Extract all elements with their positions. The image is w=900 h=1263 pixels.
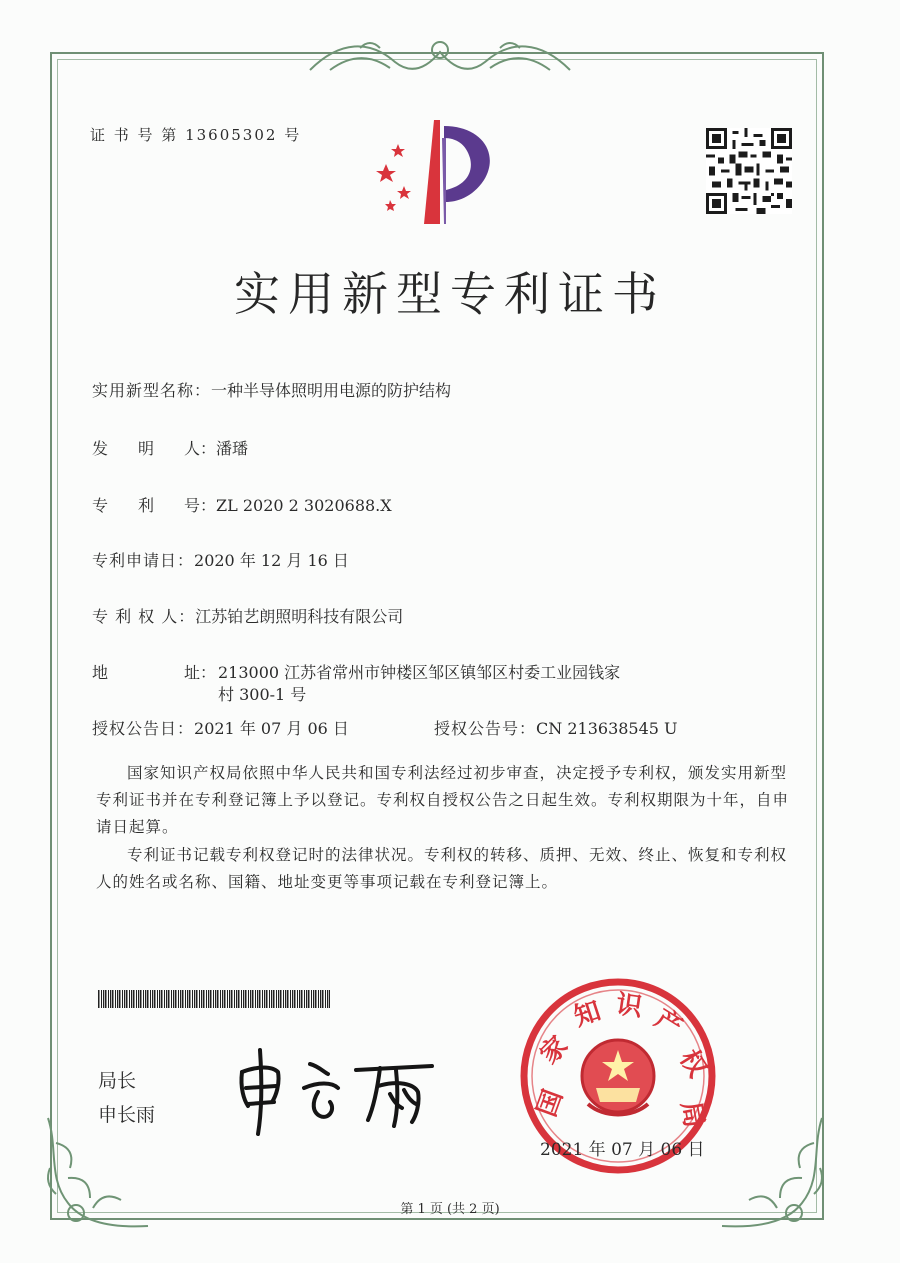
field-grant-number (434, 716, 678, 739)
field-label: 专利申请日： (92, 551, 195, 570)
ornament-icon (38, 1108, 158, 1238)
svg-text:产: 产 (649, 1003, 688, 1043)
certificate-title: 实用新型专利证书 (234, 267, 666, 321)
field-filing-date (92, 548, 349, 571)
field-label: 地 址 (92, 663, 200, 682)
qr-code-icon (706, 128, 792, 214)
field-label: 专 利 权 人： (92, 607, 196, 626)
certificate-paragraph: 国家知识产权局依照中华人民共和国专利法经过初步审查，决定授予专利权，颁发实用新型专利证书并在专利登记簿上予以登记。专利权自授权公告之日起生效。专利权期限为十年，自申请日起算。 (96, 764, 790, 836)
field-label: 专 利 号 (92, 496, 200, 515)
seal-date: 2021 年 07 月 06 日 (540, 1140, 705, 1160)
svg-text:权: 权 (673, 1044, 713, 1083)
field-patent-number: 专 利 号 ：ZL 2020 2 3020688.X (92, 493, 392, 516)
page-indicator: 第 1 页 (共 2 页) (400, 1202, 500, 1217)
field-label: 实用新型名称： (92, 381, 212, 400)
field-inventor: 发 明 人 ：潘璠 (92, 436, 248, 459)
field-utility-model-name (92, 378, 451, 401)
director-title: 局长 (98, 1070, 137, 1092)
field-patentee (92, 604, 403, 627)
address-line-2: 村 300-1 号 (218, 685, 307, 704)
svg-text:家: 家 (534, 1030, 575, 1071)
field-value: 江苏铂艺朗照明科技有限公司 (195, 607, 404, 626)
field-value: CN 213638545 U (536, 719, 678, 738)
patent-emblem-icon (372, 114, 512, 228)
field-label: 授权公告号： (434, 719, 537, 738)
field-address: 地 址 ： (92, 660, 216, 683)
director-name: 申长雨 (98, 1104, 156, 1126)
signature-icon (228, 1030, 438, 1140)
field-grant-date (92, 716, 349, 739)
certificate-number: 证 书 号 第 13605302 号 (90, 126, 302, 144)
field-value: 2020 年 12 月 16 日 (194, 551, 349, 570)
svg-text:知: 知 (570, 996, 605, 1033)
certificate-paragraph: 专利证书记载专利权登记时的法律状况。专利权的转移、质押、无效、终止、恢复和专利权人的姓名或名称、国籍、地址变更等事项记载在专利登记簿上。 (96, 846, 788, 891)
field-value: 潘璠 (216, 439, 249, 458)
field-label: 授权公告日： (92, 719, 195, 738)
field-label: 发 明 人 (92, 439, 200, 458)
ornament-icon (300, 30, 580, 82)
barcode-icon (98, 990, 330, 1008)
field-value: 2021 年 07 月 06 日 (194, 719, 349, 738)
svg-text:国: 国 (531, 1085, 570, 1121)
field-value: ZL 2020 2 3020688.X (216, 496, 392, 515)
ornament-icon (712, 1108, 832, 1238)
field-value: 一种半导体照明用电源的防护结构 (211, 381, 452, 400)
svg-text:识: 识 (614, 989, 645, 1023)
address-line-1: 213000 江苏省常州市钟楼区邹区镇邹区村委工业园钱家 (218, 663, 621, 682)
svg-text:局: 局 (674, 1099, 709, 1131)
